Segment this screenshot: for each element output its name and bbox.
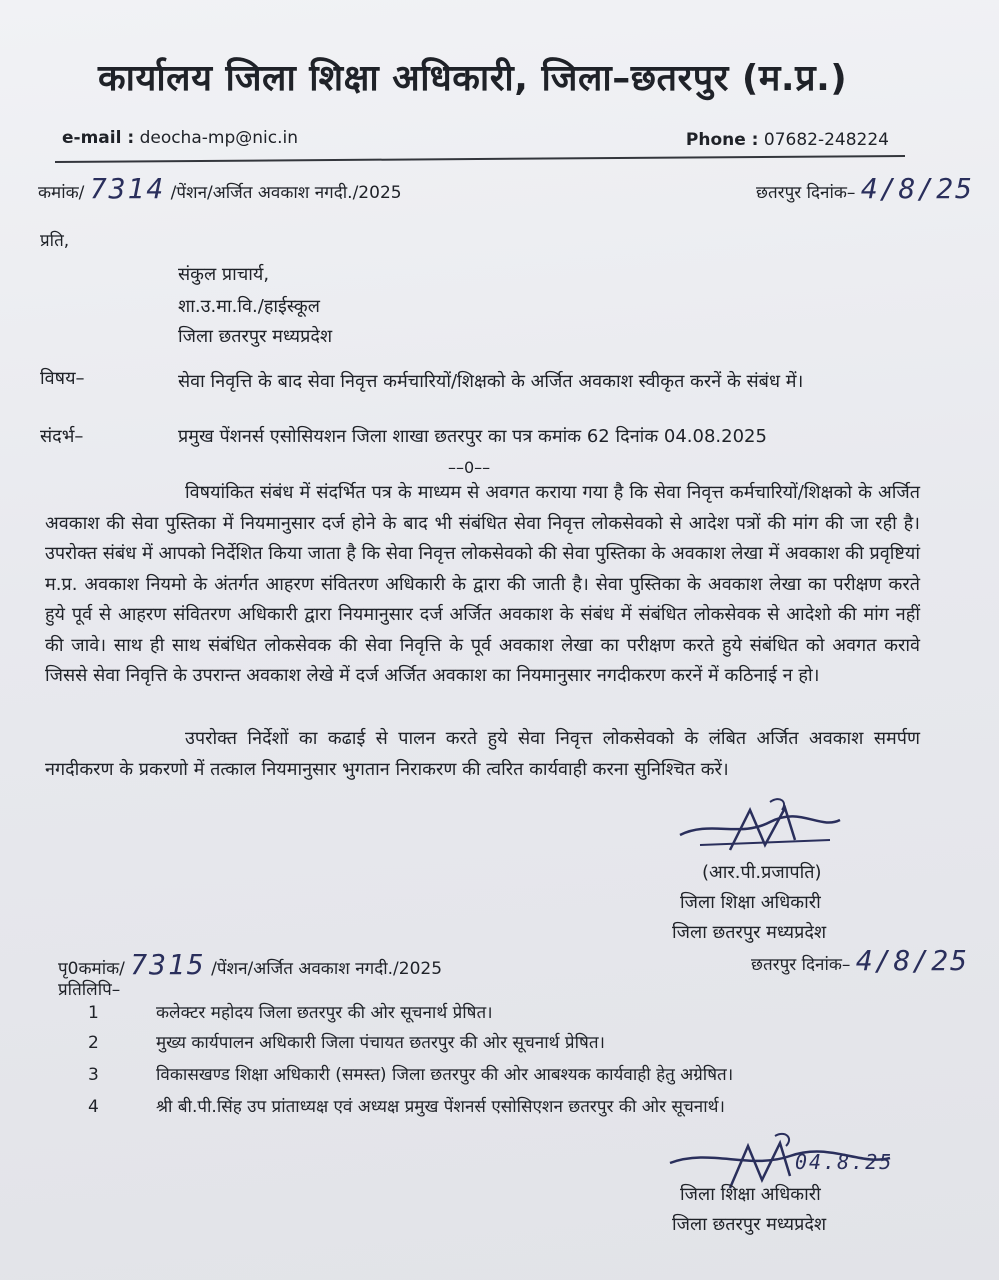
email-line — [62, 128, 298, 148]
copy-date — [751, 944, 969, 977]
signatory-designation-2: जिला शिक्षा अधिकारी — [680, 1184, 821, 1205]
body-paragraph-2: उपरोक्त निर्देशों का कढाई से पालन करते हुये सेवा निवृत्त लोकसेवको के लंबित अर्जित अवकाश समर्पण नगदीकरण के प्रकरणो में तत्काल नियमानुसार भुगतान निराकरण की त्वरित कार्यवाही करना सुनिश्चित करें। — [45, 728, 920, 780]
list-text: विकासखण्ड शिक्षा अधिकारी (समस्त) जिला छतरपुर की ओर आबश्यक कार्यवाही हेतु अग्रेषित। — [156, 1065, 734, 1085]
list-number: 1 — [88, 1003, 99, 1023]
phone-number: 07682-248224 — [763, 130, 889, 150]
list-item — [88, 1094, 928, 1117]
office-title: कार्यालय जिला शिक्षा अधिकारी, जिला–छतरपुर (म.प्र.) — [98, 58, 848, 99]
body-paragraph-1: विषयांकित संबंध में संदर्भित पत्र के माध्यम से अवगत कराया गया है कि सेवा निवृत्त कर्मचारियों/शिक्षको के अर्जित अवकाश की सेवा पुस्तिका में नियमानुसार दर्ज होने के बाद भी संबंधित सेवा निवृत्त लोकसेवको से आदेश पत्रों की मांग की जा रही है। उपरोक्त संबंध में आपको निर्देशित किया जाता है कि सेवा निवृत्त लोकसेवको की सेवा पुस्तिका के अवकाश लेखा में अवकाश की प्रवृष्टियां म.प्र. अवकाश नियमो के अंतर्गत आहरण संवितरण अधिकारी के द्वारा की जाती है। सेवा पुस्तिका के अवकाश लेखा का परीक्षण करते हुये पूर्व से आहरण संवितरण अधिकारी द्वारा नियमानुसार दर्ज अर्जित अवकाश के संबंध में संबंधित लोकसेवक से आदेशो की मांग नहीं की जावे। साथ ही साथ संबंधित लोकसेवक की सेवा निवृत्ति के पूर्व अवकाश लेखा का परीक्षण करते हुये संबंधित को अवगत करावे जिससे सेवा निवृत्ति के उपरान्त अवकाश लेखे में दर्ज अर्जित अवकाश का नियमानुसार नगदीकरण करनें में कठिनाई न हो। — [45, 482, 920, 686]
list-text: मुख्य कार्यपालन अधिकारी जिला पंचायत छतरपुर की ओर सूचनार्थ प्रेषित। — [156, 1033, 605, 1053]
ref-suffix: /पेंशन/अर्जित अवकाश नगदी./2025 — [170, 183, 402, 203]
signature-date: 04.8.25 — [795, 1150, 894, 1174]
signature-1 — [670, 790, 850, 860]
reference-label: संदर्भ– — [40, 426, 84, 447]
signatory-location-2: जिला छतरपुर मध्यप्रदेश — [672, 1214, 827, 1235]
phone-label: Phone : — [685, 130, 759, 150]
list-item — [88, 1062, 928, 1085]
email-label: e-mail : — [62, 128, 135, 148]
date-label: छतरपुर दिनांक– — [756, 183, 856, 203]
reference-date — [756, 172, 974, 205]
signatory-name: (आर.पी.प्रजापति) — [702, 862, 822, 883]
list-text: श्री बी.पी.सिंह उप प्रांताध्यक्ष एवं अध्यक्ष प्रमुख पेंशनर्स एसोसिएशन छतरपुर की ओर सूचनार्थ। — [156, 1097, 725, 1117]
list-item — [88, 1000, 928, 1023]
reference-line — [38, 172, 402, 205]
copy-suffix: /पेंशन/अर्जित अवकाश नगदी./2025 — [211, 959, 443, 979]
list-number: 4 — [88, 1097, 99, 1117]
phone-line — [686, 130, 889, 150]
copy-date-label: छतरपुर दिनांक– — [751, 955, 851, 975]
header-rule — [55, 155, 905, 163]
ref-number: 7314 — [89, 172, 166, 205]
date-value: 4/8/25 — [860, 172, 974, 205]
list-number: 3 — [88, 1065, 99, 1085]
list-item — [88, 1030, 928, 1053]
subject-text: सेवा निवृत्ति के बाद सेवा निवृत्त कर्मचारियों/शिक्षको के अर्जित अवकाश स्वीकृत करनें के संबंध में। — [178, 371, 804, 392]
recipient-line: जिला छतरपुर मध्यप्रदेश — [178, 326, 333, 347]
subject-label: विषय– — [40, 368, 85, 389]
recipient-line: शा.उ.मा.वि./हाईस्कूल — [178, 296, 320, 317]
recipient-line: संकुल प्राचार्य, — [178, 264, 270, 285]
list-text: कलेक्टर महोदय जिला छतरपुर की ओर सूचनार्थ प्रेषित। — [156, 1003, 493, 1023]
recipient-to: प्रति, — [40, 231, 70, 251]
list-number: 2 — [88, 1033, 99, 1053]
separator: ––0–– — [448, 458, 491, 477]
email-address: deocha-mp@nic.in — [139, 128, 298, 148]
signatory-location: जिला छतरपुर मध्यप्रदेश — [672, 922, 827, 943]
signatory-designation: जिला शिक्षा अधिकारी — [680, 892, 821, 913]
copy-prefix: पृ0कमांक/ — [58, 959, 125, 979]
ref-prefix: कमांक/ — [38, 183, 85, 203]
reference-text: प्रमुख पेंशनर्स एसोसियशन जिला शाखा छतरपुर का पत्र कमांक 62 दिनांक 04.08.2025 — [178, 426, 767, 447]
copy-label: प्रतिलिपि– — [58, 980, 121, 1000]
copy-number: 7315 — [130, 948, 206, 981]
copy-date-value: 4/8/25 — [855, 944, 969, 977]
